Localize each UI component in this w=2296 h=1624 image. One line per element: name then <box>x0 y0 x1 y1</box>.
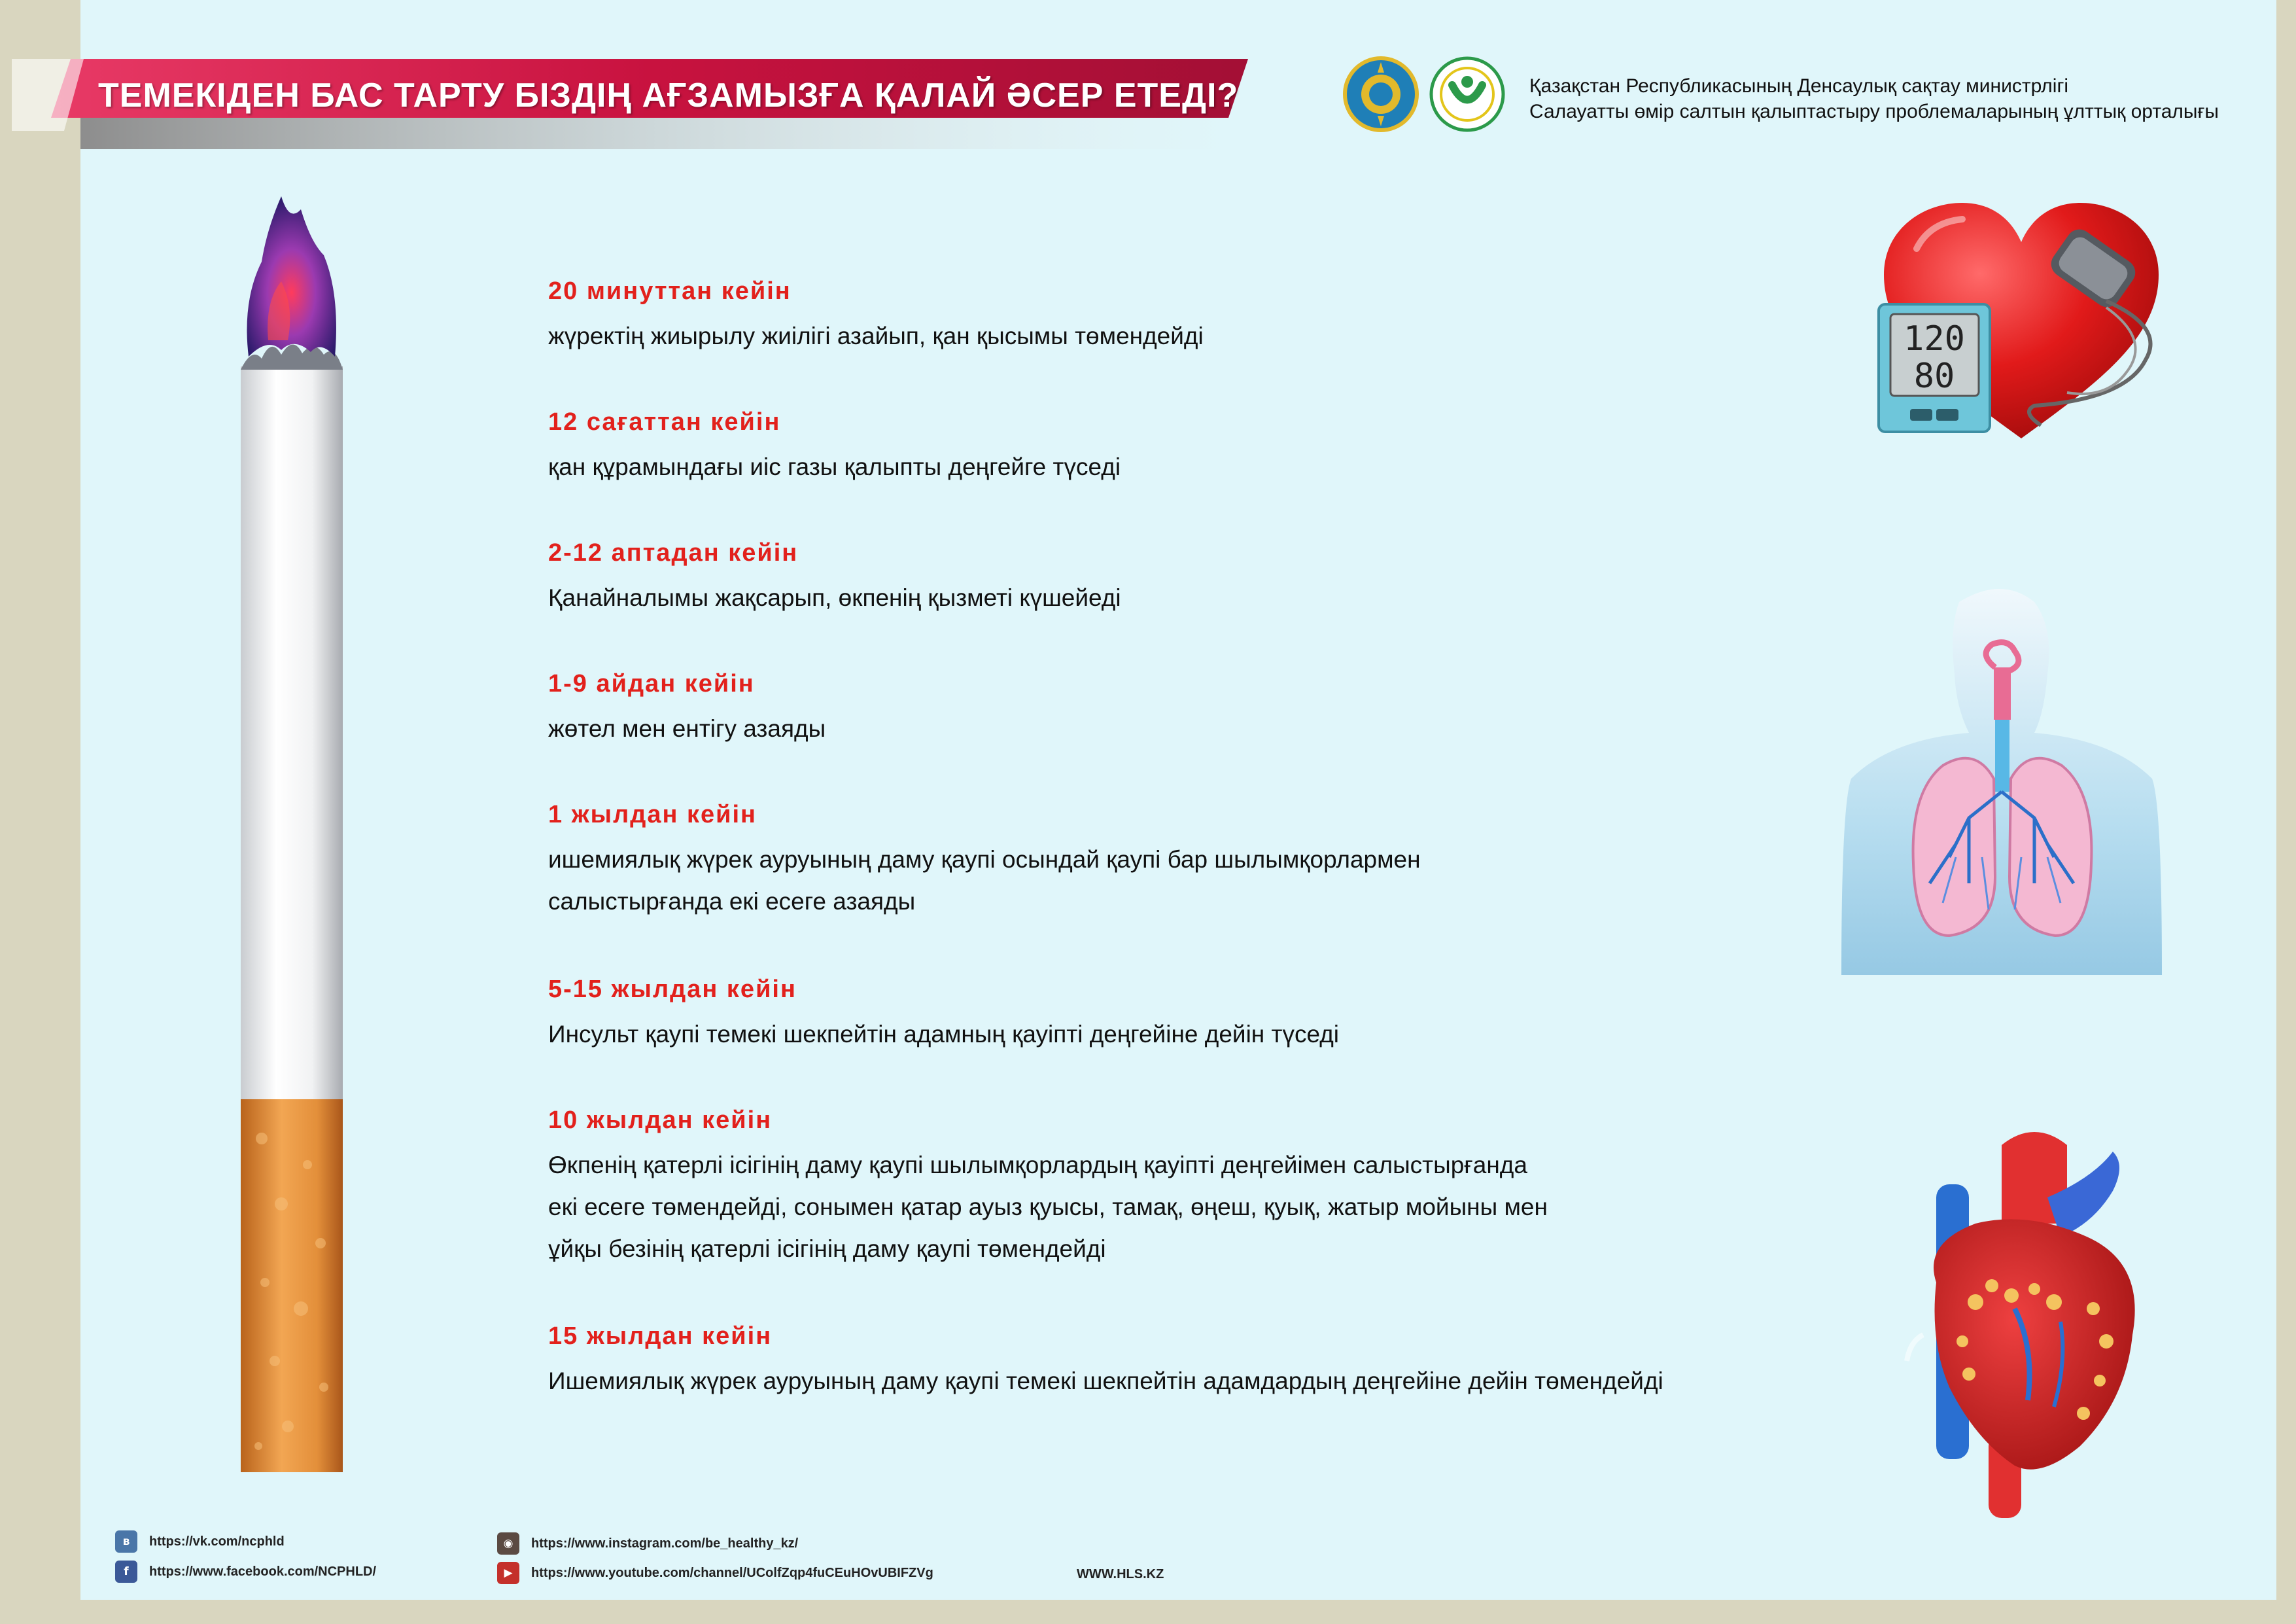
ministry-caption <box>1529 73 2219 124</box>
entry-text: Қанайналымы жақсарып, өкпенің қызметі күшейеді <box>548 584 1121 611</box>
instagram-link[interactable]: https://www.instagram.com/be_healthy_kz/ <box>531 1536 799 1551</box>
anatomical-heart-illustration <box>1897 1125 2172 1521</box>
timeline-entry <box>548 1104 1548 1270</box>
vk-link[interactable]: https://vk.com/ncphld <box>149 1534 285 1549</box>
entry-heading: 1-9 айдан кейін <box>548 670 755 697</box>
facebook-link[interactable]: https://www.facebook.com/NCPHLD/ <box>149 1564 377 1579</box>
entry-text: қан құрамындағы иіс газы қалыпты деңгейге түседі <box>548 453 1121 480</box>
entry-heading: 20 минуттан кейін <box>548 277 791 305</box>
entry-text: Ишемиялық жүрек ауруының даму қаупі темекі шекпейтін адамдардың деңгейіне дейін төмендейді <box>548 1368 1663 1394</box>
ministry-line-1: Қазақстан Республикасының Денсаулық сақтау министрлігі <box>1529 75 2069 97</box>
entry-text: ұйқы безінің қатерлі ісігінің даму қаупі төмендейді <box>548 1235 1106 1262</box>
ministry-line-2: Салауатты өмір салтын қалыптастыру проблемаларының ұлттық орталығы <box>1529 101 2219 122</box>
ncphld-logo-icon <box>1429 56 1506 136</box>
entry-heading: 10 жылдан кейін <box>548 1106 773 1134</box>
entry-text: салыстырғанда екі есеге азаяды <box>548 888 916 915</box>
entry-text: Өкпенің қатерлі ісігінің даму қаупі шылымқорлардың қауіпті деңгейімен салыстырғанда <box>548 1152 1527 1178</box>
youtube-icon[interactable]: ▶ <box>497 1562 519 1584</box>
entry-text: ишемиялық жүрек ауруының даму қаупі осындай қаупі бар шылымқорлармен <box>548 846 1421 873</box>
entry-text: екі есеге төмендейді, сонымен қатар ауыз қуысы, тамақ, өңеш, қуық, жатыр мойыны мен <box>548 1193 1548 1220</box>
timeline-entry <box>548 973 1339 1055</box>
entry-heading: 2-12 аптадан кейін <box>548 539 799 567</box>
facebook-icon[interactable]: f <box>115 1561 137 1583</box>
heart-bp-monitor-illustration <box>1871 190 2172 455</box>
page-title: ТЕМЕКІДЕН БАС ТАРТУ БІЗДІҢ АҒЗАМЫЗҒА ҚАЛАЙ ӘСЕР ЕТЕДІ? <box>98 77 1239 115</box>
entry-text: жөтел мен ентігу азаяды <box>548 715 826 742</box>
entry-text: жүректің жиырылу жиілігі азайып, қан қысымы төмендейді <box>548 323 1204 349</box>
systolic-readout: 120 <box>1904 319 1965 359</box>
website-link[interactable]: WWW.HLS.KZ <box>1077 1567 1164 1581</box>
timeline-entry <box>548 667 826 750</box>
entry-heading: 1 жылдан кейін <box>548 801 757 828</box>
entry-heading: 15 жылдан кейін <box>548 1322 773 1350</box>
timeline-entry <box>548 798 1421 923</box>
cigarette-illustration <box>190 183 373 1495</box>
vk-icon[interactable]: в <box>115 1530 137 1553</box>
state-emblem-icon <box>1342 56 1419 136</box>
timeline-entry <box>548 275 1204 357</box>
entry-heading: 12 сағаттан кейін <box>548 408 781 436</box>
timeline-entry <box>548 537 1121 619</box>
diastolic-readout: 80 <box>1913 357 1955 396</box>
lungs-illustration <box>1838 582 2165 978</box>
timeline-entry <box>548 1320 1663 1402</box>
entry-text: Инсульт қаупі темекі шекпейтін адамның қауіпті деңгейіне дейін түседі <box>548 1021 1340 1048</box>
youtube-link[interactable]: https://www.youtube.com/channel/UColfZqp4fuCEuHOvUBIFZVg <box>531 1566 933 1580</box>
instagram-icon[interactable]: ◉ <box>497 1532 519 1555</box>
timeline-entry <box>548 406 1121 488</box>
entry-heading: 5-15 жылдан кейін <box>548 976 797 1003</box>
